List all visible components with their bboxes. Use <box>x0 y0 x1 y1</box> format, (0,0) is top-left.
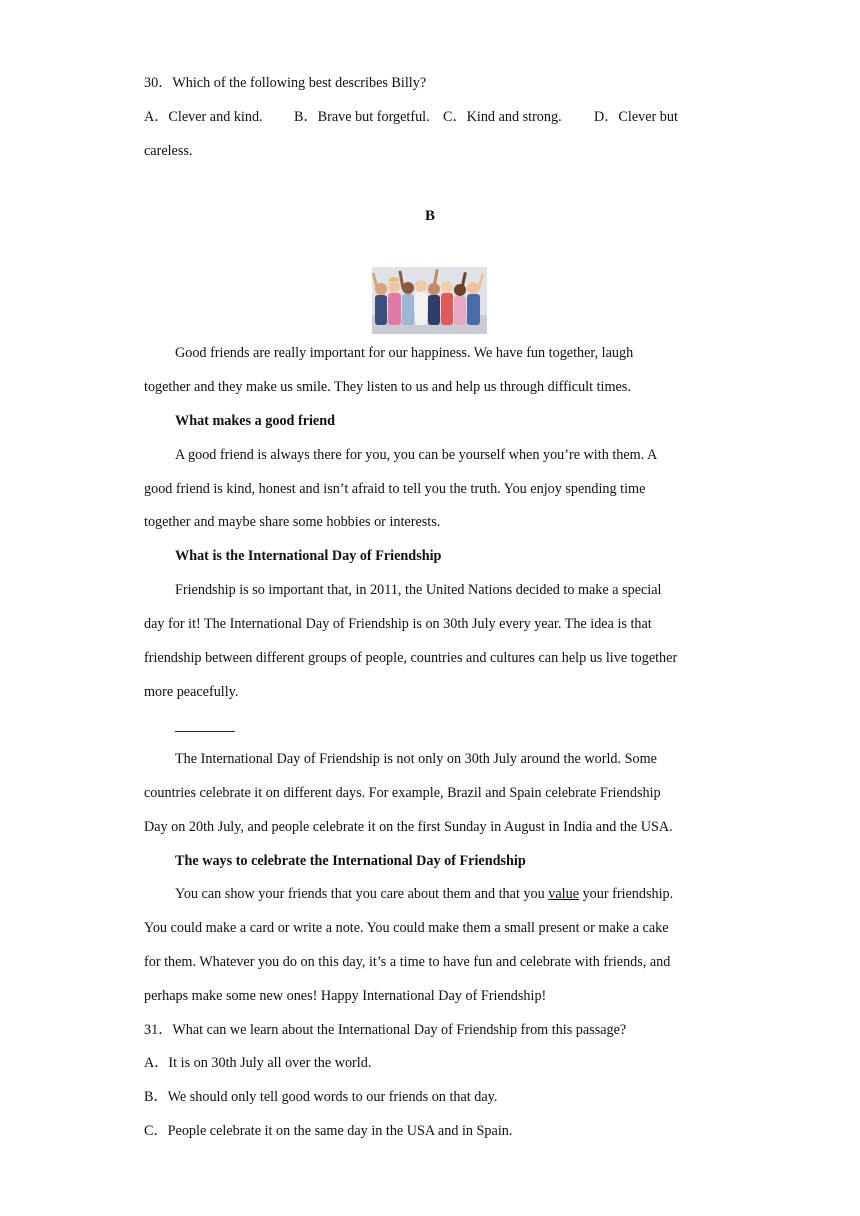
q31-option-a: A．It is on 30th July all over the world. <box>144 1055 372 1071</box>
passage-p3-line1: Friendship is so important that, in 2011, the United Nations decided to make a special <box>175 582 662 598</box>
q30-option-d: D．Clever but <box>594 109 678 125</box>
passage-p4-line1: The International Day of Friendship is not only on 30th July around the world. Some <box>175 751 657 767</box>
section-label: B <box>424 208 435 224</box>
q30-option-b: B．Brave but forgetful. <box>294 109 430 125</box>
heading-ways-to-celebrate: The ways to celebrate the International Day of Friendship <box>175 853 526 869</box>
passage-p2-line2: good friend is kind, honest and isn’t afraid to tell you the truth. You enjoy spending time <box>144 481 646 497</box>
q30-option-c: C．Kind and strong. <box>443 109 562 125</box>
q31-option-c: C．People celebrate it on the same day in the USA and in Spain. <box>144 1123 513 1139</box>
q30-option-d-cont: careless. <box>144 143 193 159</box>
passage-p3-line2: day for it! The International Day of Friendship is on 30th July every year. The idea is that <box>144 616 652 632</box>
passage-p5-line4: perhaps make some new ones! Happy International Day of Friendship! <box>144 988 547 1004</box>
underlined-word-value: value <box>548 886 580 902</box>
passage-p5-line2: You could make a card or write a note. You could make them a small present or make a cake <box>144 920 669 936</box>
passage-p5-line3: for them. Whatever you do on this day, it’s a time to have fun and celebrate with friends, and <box>144 954 671 970</box>
passage-p5-line1 <box>175 885 673 903</box>
passage-p5-line1-post: your friendship. <box>579 886 674 902</box>
passage-p5-line1-pre: You can show your friends that you care about them and that you <box>175 886 549 902</box>
q31-option-b: B．We should only tell good words to our friends on that day. <box>144 1089 498 1105</box>
heading-good-friend: What makes a good friend <box>175 413 336 429</box>
heading-international-day: What is the International Day of Friendship <box>175 548 442 564</box>
passage-p4-line2: countries celebrate it on different days. For example, Brazil and Spain celebrate Friendship <box>144 785 661 801</box>
q30-stem: 30．Which of the following best describes Billy? <box>144 75 427 91</box>
passage-p3-line3: friendship between different groups of people, countries and cultures can help us live together <box>144 650 678 666</box>
passage-p2-line1: A good friend is always there for you, you can be yourself when you’re with them. A <box>175 447 658 463</box>
children-group-photo-icon <box>372 267 487 334</box>
q30-option-a: A．Clever and kind. <box>144 109 263 125</box>
q31-stem: 31．What can we learn about the International Day of Friendship from this passage? <box>144 1022 627 1038</box>
passage-p2-line3: together and maybe share some hobbies or interests. <box>144 514 441 530</box>
passage-p1-line1: Good friends are really important for our happiness. We have fun together, laugh <box>175 345 634 361</box>
passage-p3-line4: more peacefully. <box>144 684 239 700</box>
passage-p4-line3: Day on 20th July, and people celebrate it on the first Sunday in August in India and the USA. <box>144 819 673 835</box>
blank-heading-line <box>175 731 235 732</box>
passage-p1-line2: together and they make us smile. They listen to us and help us through difficult times. <box>144 379 631 395</box>
